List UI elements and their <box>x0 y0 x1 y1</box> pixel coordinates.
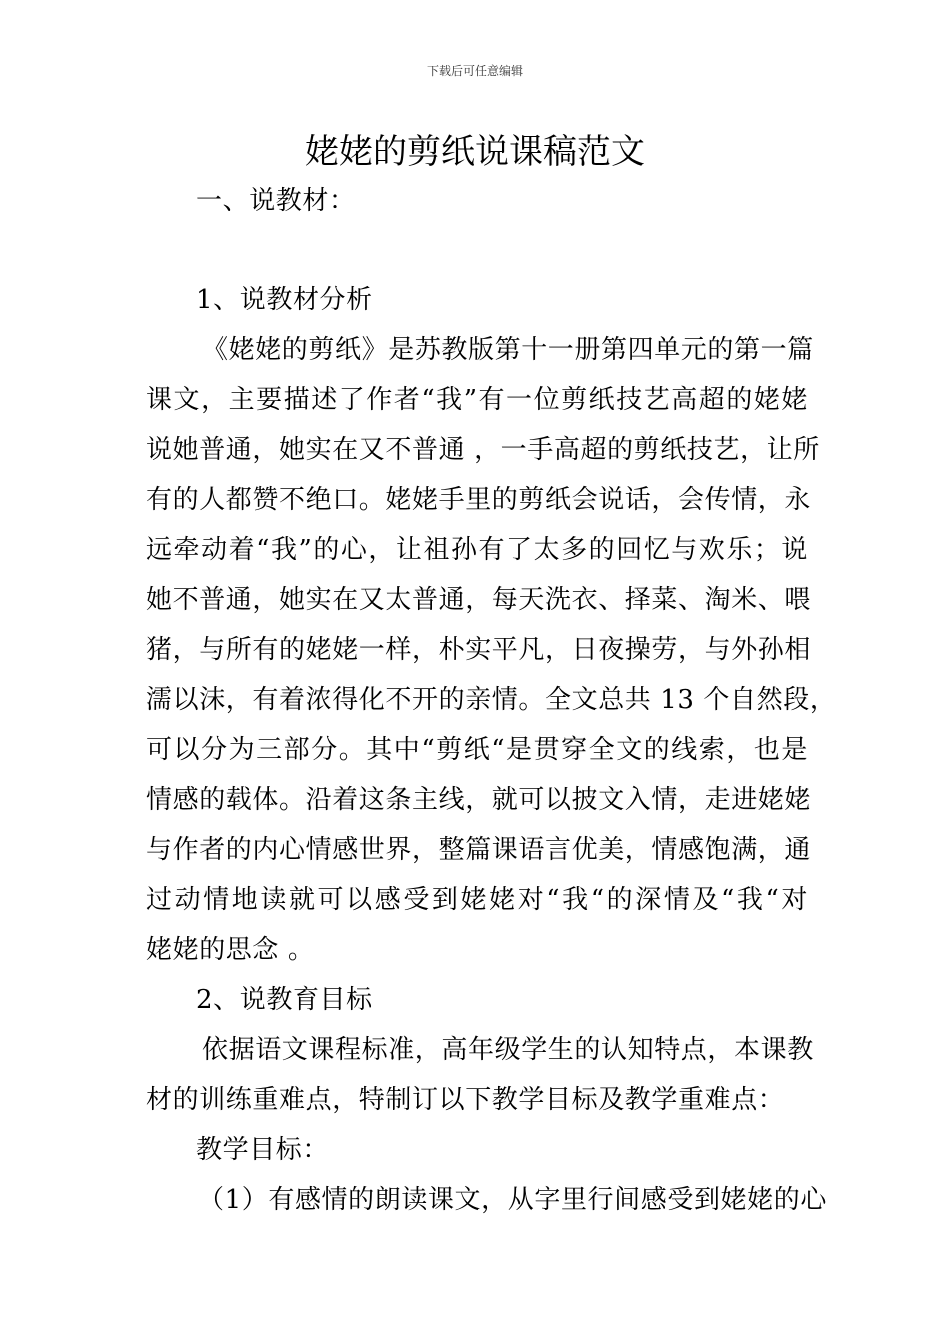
paragraph-line: 过动情地读就可以感受到姥姥对“我“的深情及“我“对 <box>146 885 808 915</box>
paragraph-line: 她不普通，她实在又太普通，每天洗衣、择菜、淘米、喂 <box>146 585 812 615</box>
paragraph-line: 可以分为三部分。其中“剪纸“是贯穿全文的线索，也是 <box>146 735 808 765</box>
teaching-goals-heading: 教学目标： <box>196 1135 330 1165</box>
goal-line: （1）有感情的朗读课文，从字里行间感受到姥姥的心 <box>198 1185 827 1215</box>
subsection-heading: 1、说教材分析 <box>196 285 373 315</box>
paragraph-line: 《姥姥的剪纸》是苏教版第十一册第四单元的第一篇 <box>202 335 814 365</box>
paragraph-line: 依据语文课程标准，高年级学生的认知特点，本课教 <box>202 1035 814 1065</box>
paragraph-line: 远牵动着“我”的心，让祖孙有了太多的回忆与欢乐；说 <box>146 535 808 565</box>
paragraph-line: 材的训练重难点，特制订以下教学目标及教学重难点： <box>146 1085 785 1115</box>
paragraph-line: 有的人都赞不绝口。姥姥手里的剪纸会说话，会传情，永 <box>146 485 812 515</box>
section-heading: 一、说教材： <box>196 186 356 216</box>
paragraph-line: 课文，主要描述了作者“我”有一位剪纸技艺高超的姥姥 <box>146 385 808 415</box>
paragraph-line: 姥姥的思念 。 <box>146 935 315 965</box>
subsection-heading: 2、说教育目标 <box>196 985 373 1015</box>
header-note: 下载后可任意编辑 <box>426 64 523 78</box>
paragraph-line: 情感的载体。沿着这条主线，就可以披文入情，走进姥姥 <box>146 785 812 815</box>
paragraph-line: 说她普通，她实在又不普通 ，一手高超的剪纸技艺，让所 <box>146 435 820 465</box>
paragraph-line: 濡以沫，有着浓得化不开的亲情。全文总共 13 个自然段， <box>146 685 837 715</box>
paragraph-line: 猪，与所有的姥姥一样，朴实平凡，日夜操劳，与外孙相 <box>146 635 812 665</box>
paragraph-line: 与作者的内心情感世界，整篇课语言优美，情感饱满，通 <box>146 835 812 865</box>
document-title: 姥姥的剪纸说课稿范文 <box>305 132 645 172</box>
